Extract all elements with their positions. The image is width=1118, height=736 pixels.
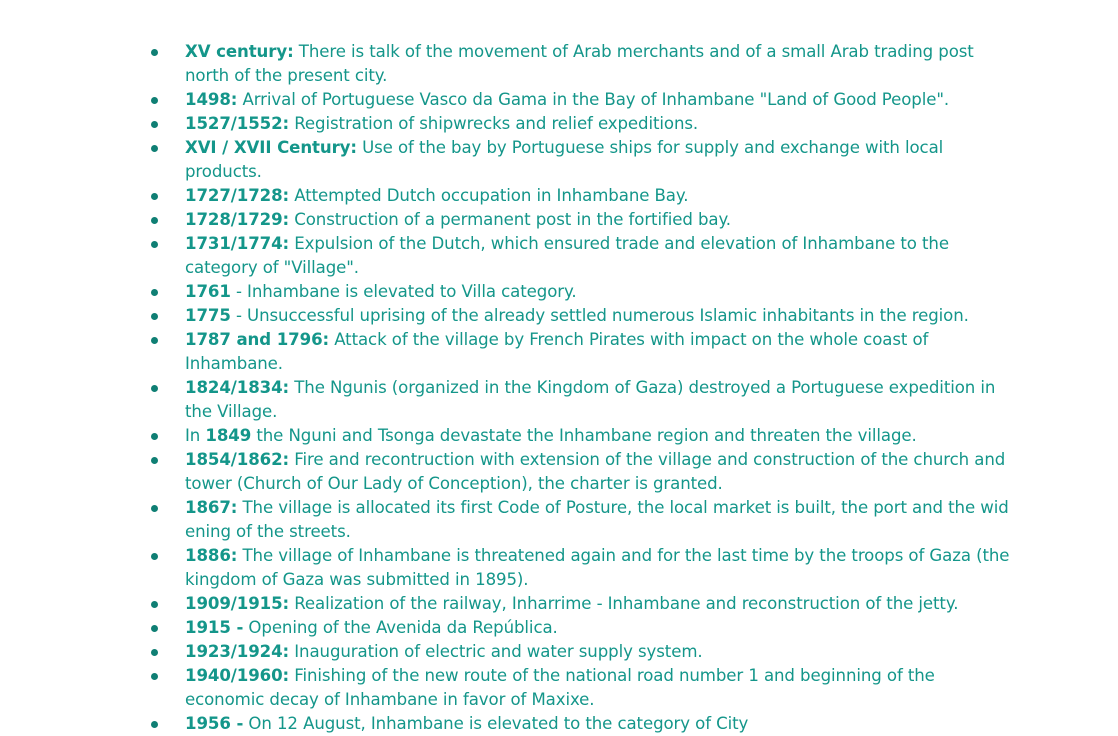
timeline-item <box>0 136 1015 184</box>
timeline-item <box>0 640 1015 664</box>
timeline-date: 1728/1729: <box>185 210 290 229</box>
timeline-item <box>0 664 1015 712</box>
timeline-item <box>0 208 1015 232</box>
bullet-icon <box>151 337 158 344</box>
timeline-date: 1824/1834: <box>185 378 290 397</box>
timeline-item <box>0 112 1015 136</box>
timeline-date: 1867: <box>185 498 238 517</box>
timeline-text: Use of the bay by Portuguese ships for supply and exchange with local products. <box>185 138 944 181</box>
timeline-item <box>0 424 1015 448</box>
timeline-date: 1498: <box>185 90 238 109</box>
timeline-text: - Inhambane is elevated to Villa category. <box>230 282 577 301</box>
bullet-icon <box>151 553 158 560</box>
bullet-icon <box>151 505 158 512</box>
timeline-item <box>0 40 1015 88</box>
timeline-item <box>0 712 1015 736</box>
timeline-prefix: In <box>185 426 206 445</box>
timeline-text: Finishing of the new route of the national road number 1 and beginning of the economic decay of Inhambane in favor of Maxixe. <box>185 666 935 709</box>
timeline-item <box>0 280 1015 304</box>
timeline-item <box>0 376 1015 424</box>
timeline-date: 1775 <box>185 306 231 325</box>
timeline-text: Expulsion of the Dutch, which ensured trade and elevation of Inhambane to the category of "Village". <box>185 234 949 277</box>
bullet-icon <box>151 97 158 104</box>
timeline-item <box>0 448 1015 496</box>
timeline-text: Fire and recontruction with extension of the village and construction of the church and tower (Church of Our Lady of Conception), the charter is granted. <box>185 450 1006 493</box>
timeline-text: Construction of a permanent post in the fortified bay. <box>289 210 731 229</box>
timeline-date: 1923/1924: <box>185 642 290 661</box>
timeline-date: 1915 - <box>185 618 244 637</box>
timeline-item <box>0 616 1015 640</box>
bullet-icon <box>151 193 158 200</box>
timeline-text: The Ngunis (organized in the Kingdom of Gaza) destroyed a Portuguese expedition in the Village. <box>185 378 996 421</box>
bullet-icon <box>151 121 158 128</box>
bullet-icon <box>151 385 158 392</box>
bullet-icon <box>151 601 158 608</box>
timeline-date: 1956 - <box>185 714 244 733</box>
timeline-date: 1727/1728: <box>185 186 290 205</box>
timeline-text: Arrival of Portuguese Vasco da Gama in the Bay of Inhambane "Land of Good People". <box>237 90 950 109</box>
timeline-text: Registration of shipwrecks and relief expeditions. <box>289 114 699 133</box>
timeline-date: 1761 <box>185 282 231 301</box>
timeline-item <box>0 592 1015 616</box>
timeline-item <box>0 328 1015 376</box>
timeline-date: 1787 and 1796: <box>185 330 330 349</box>
history-timeline-list <box>0 40 1118 736</box>
bullet-icon <box>151 433 158 440</box>
timeline-date: 1854/1862: <box>185 450 290 469</box>
timeline-text: Attack of the village by French Pirates with impact on the whole coast of Inhambane. <box>185 330 929 373</box>
timeline-text: the Nguni and Tsonga devastate the Inhambane region and threaten the village. <box>251 426 917 445</box>
timeline-text: The village is allocated its first Code of Posture, the local market is built, the port and the wid ening of the streets. <box>185 498 1009 541</box>
timeline-item <box>0 304 1015 328</box>
bullet-icon <box>151 457 158 464</box>
timeline-date: 1909/1915: <box>185 594 290 613</box>
bullet-icon <box>151 289 158 296</box>
timeline-item <box>0 496 1015 544</box>
timeline-text: Realization of the railway, Inharrime - Inhambane and reconstruction of the jetty. <box>289 594 959 613</box>
timeline-text: Inauguration of electric and water supply system. <box>289 642 703 661</box>
timeline-text: Attempted Dutch occupation in Inhambane Bay. <box>289 186 689 205</box>
bullet-icon <box>151 313 158 320</box>
bullet-icon <box>151 145 158 152</box>
bullet-icon <box>151 625 158 632</box>
timeline-text: Opening of the Avenida da República. <box>243 618 558 637</box>
timeline-item <box>0 184 1015 208</box>
bullet-icon <box>151 649 158 656</box>
timeline-item <box>0 232 1015 280</box>
bullet-icon <box>151 217 158 224</box>
timeline-item <box>0 544 1015 592</box>
bullet-icon <box>151 673 158 680</box>
timeline-text: There is talk of the movement of Arab merchants and of a small Arab trading post north of the present city. <box>185 42 974 85</box>
timeline-text: On 12 August, Inhambane is elevated to the category of City <box>243 714 749 733</box>
timeline-item <box>0 88 1015 112</box>
timeline-date: 1731/1774: <box>185 234 290 253</box>
bullet-icon <box>151 241 158 248</box>
timeline-text: The village of Inhambane is threatened again and for the last time by the troops of Gaza (the kingdom of Gaza was submitted in 1895). <box>185 546 1010 589</box>
timeline-date: XV century: <box>185 42 294 61</box>
timeline-date: 1849 <box>205 426 252 445</box>
bullet-icon <box>151 49 158 56</box>
timeline-text: - Unsuccessful uprising of the already settled numerous Islamic inhabitants in the region. <box>230 306 969 325</box>
timeline-date: 1940/1960: <box>185 666 290 685</box>
timeline-date: 1886: <box>185 546 238 565</box>
timeline-date: XVI / XVII Century: <box>185 138 357 157</box>
timeline-date: 1527/1552: <box>185 114 290 133</box>
